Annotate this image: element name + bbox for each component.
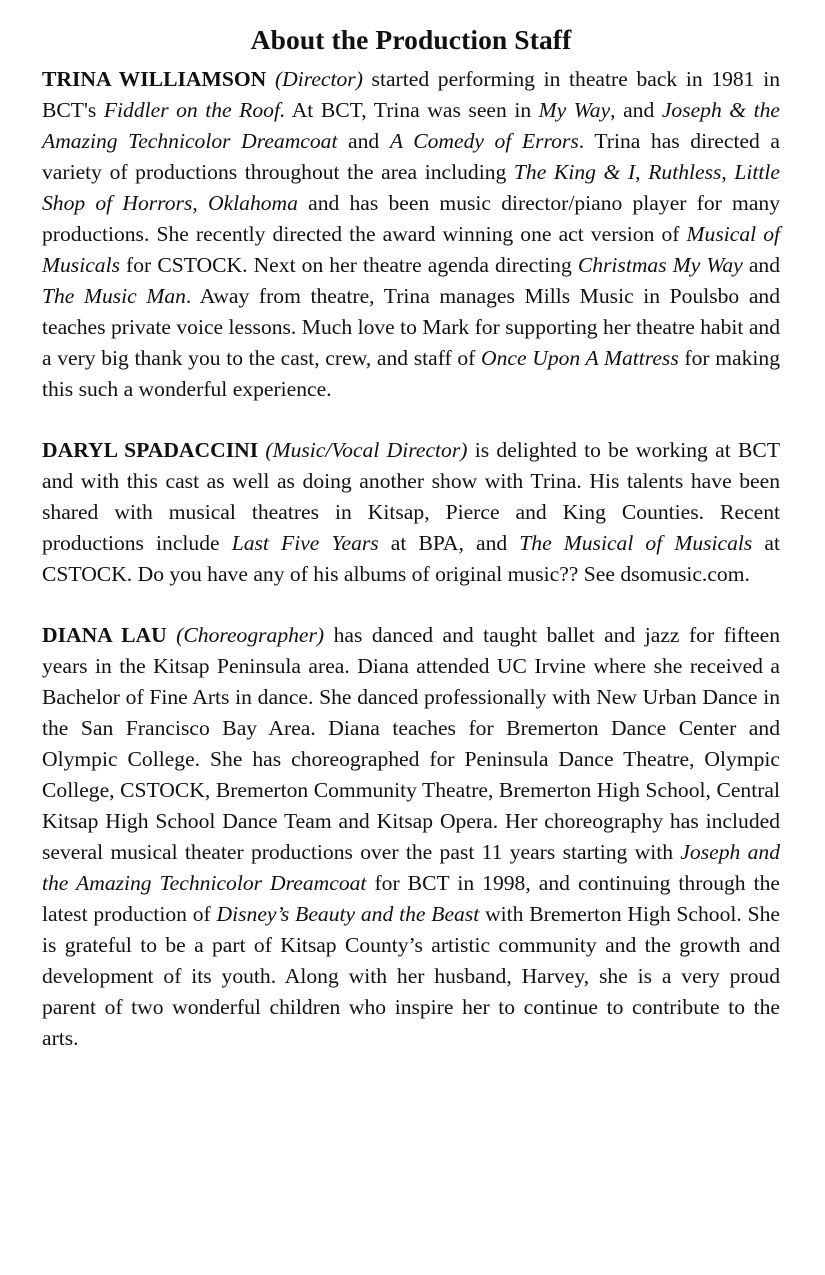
italic-text: (Music/Vocal Director) (265, 438, 468, 462)
italic-text: (Director) (274, 67, 363, 91)
bio-text: for CSTOCK. Next on her theatre agenda directing (119, 253, 578, 277)
italic-text: Joseph & the Amazing Technicolor Dreamcoat (42, 98, 781, 153)
italic-text: Disney’s Beauty and the Beast (216, 902, 480, 926)
italic-text: Little Shop of Horrors (42, 160, 781, 215)
italic-text: Last Five Years (231, 531, 379, 555)
italic-text: The King & I (513, 160, 636, 184)
bio-text: . Trina has directed a variety of productions throughout the area including (42, 129, 781, 184)
italic-text: A Comedy of Errors (389, 129, 579, 153)
bio-text: At BCT, Trina was seen in (285, 98, 539, 122)
bio-text: and (337, 129, 390, 153)
bio-text: for making this such a wonderful experience. (42, 346, 780, 401)
staff-name: DIANA LAU (42, 623, 167, 647)
bio-text: is delighted to be working at BCT and with this cast as well as doing another show with Trina. His talents have been shared with musical theatres in Kitsap, Pierce and King Counties. Recent productions include (42, 438, 781, 555)
bio-paragraph (42, 64, 780, 405)
bio-text (167, 623, 177, 647)
italic-text: Fiddler on the Roof. (103, 98, 286, 122)
italic-text: Once Upon A Mattress (481, 346, 679, 370)
bio-text: for BCT in 1998, and continuing through the latest production of (42, 871, 781, 926)
bio-text: . Away from theatre, Trina manages Mills Music in Poulsbo and teaches private voice lessons. Much love to Mark for supporting her theatre habit and a very big thank you to the cast, crew, and staff of (42, 284, 780, 370)
italic-text: (Choreographer) (176, 623, 325, 647)
bio-text: and has been music director/piano player for many productions. She recently directed the award winning one act version of (42, 191, 781, 246)
bio-paragraph (42, 435, 780, 590)
bio-text: started performing in theatre back in 1981 in BCT's (42, 67, 780, 122)
bios-section (42, 64, 780, 1054)
bio-text: with Bremerton High School. She is grateful to be a part of Kitsap County’s artistic community and the growth and development of its youth. Along with her husband, Harvey, she is a very proud parent of two wonderful children who inspire her to continue to contribute to the arts. (42, 902, 781, 1050)
italic-text: Musical of Musicals (42, 222, 780, 277)
bio-text: and (742, 253, 781, 277)
staff-name: DARYL SPADACCINI (42, 438, 259, 462)
bio-text: has danced and taught ballet and jazz for fifteen years in the Kitsap Peninsula area. Diana attended UC Irvine where she received a Bachelor of Fine Arts in dance. She danced professionally with New Urban Dance in the San Francisco Bay Area. Diana teaches for Bremerton Dance Center and Olympic College. She has choreographed for Peninsula Dance Theatre, Olympic College, CSTOCK, Bremerton Community Theatre, Bremerton High School, Central Kitsap High School Dance Team and Kitsap Opera. Her choreography has included several musical theater productions over the past 11 years starting with (42, 623, 780, 864)
italic-text: Oklahoma (207, 191, 298, 215)
bio-text (266, 67, 275, 91)
italic-text: Christmas My Way (577, 253, 743, 277)
staff-name: TRINA WILLIAMSON (42, 67, 267, 91)
bio-text: at BPA, and (378, 531, 520, 555)
bio-text: , (721, 160, 735, 184)
document-page (42, 22, 780, 1084)
bio-text: , (635, 160, 649, 184)
bio-text: , and (610, 98, 662, 122)
bio-text: at CSTOCK. Do you have any of his albums of original music?? See dsomusic.com. (42, 531, 780, 586)
italic-text: The Music Man (42, 284, 186, 308)
bio-text: , (192, 191, 208, 215)
italic-text: Joseph and the Amazing Technicolor Dreamcoat (42, 840, 780, 895)
italic-text: The Musical of Musicals (519, 531, 753, 555)
page-title: About the Production Staff (250, 24, 572, 55)
italic-text: Ruthless (648, 160, 722, 184)
italic-text: My Way (538, 98, 611, 122)
bio-paragraph (42, 620, 780, 1054)
